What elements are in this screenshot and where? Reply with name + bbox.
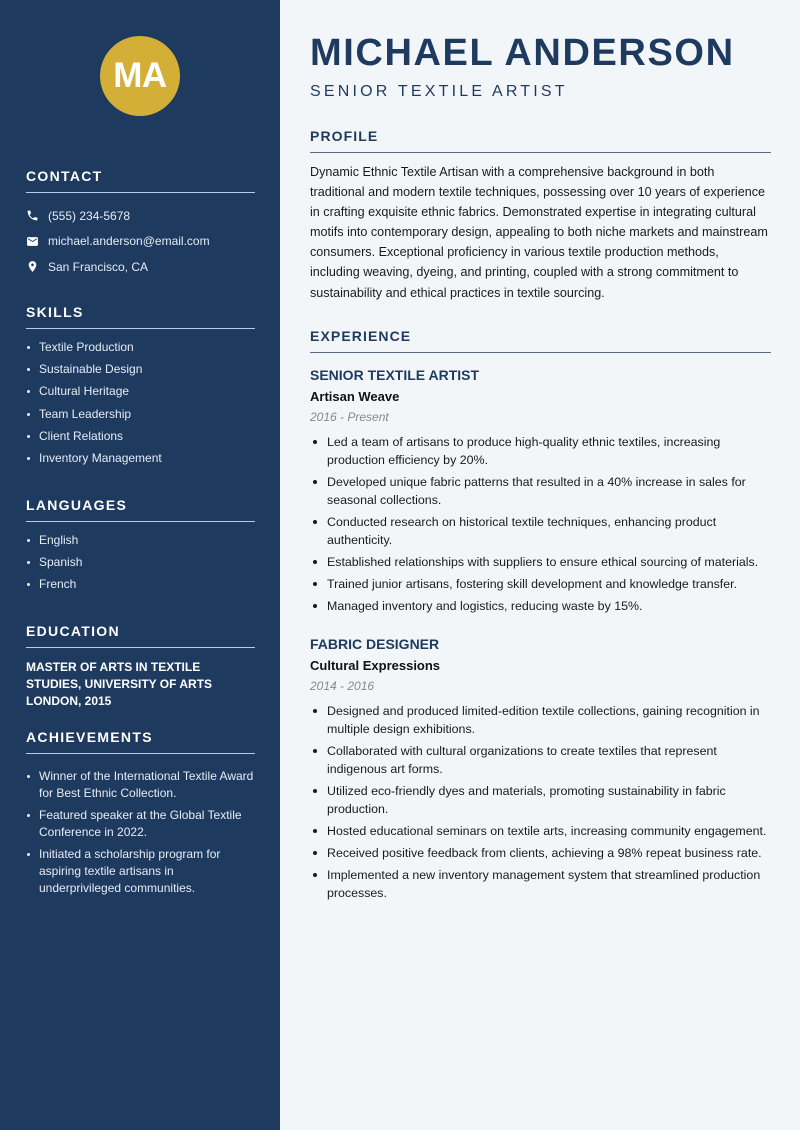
location-text: San Francisco, CA: [48, 259, 149, 274]
job-bullet: Conducted research on historical textile techniques, enhancing product authenticity.: [310, 513, 771, 549]
achievements-section: [26, 729, 255, 902]
job-bullet: Developed unique fabric patterns that resulted in a 40% increase in sales for seasonal collections.: [310, 473, 771, 509]
email-icon: [26, 235, 39, 248]
job-bullet: Designed and produced limited-edition textile collections, gaining recognition in multiple design exhibitions.: [310, 702, 771, 738]
skill-item: Inventory Management: [26, 450, 255, 467]
language-item: English: [26, 532, 255, 549]
job-dates: 2016 - Present: [310, 410, 389, 424]
avatar-initials: MA: [113, 56, 167, 95]
profile-section: [310, 128, 771, 303]
sidebar: [0, 0, 280, 1130]
experience-section: [310, 328, 771, 353]
skill-item: Client Relations: [26, 428, 255, 445]
job-entry: [310, 366, 771, 619]
job-title: SENIOR TEXTILE ARTIST: [310, 367, 480, 383]
contact-phone: [26, 203, 255, 229]
job-title: FABRIC DESIGNER: [310, 636, 440, 652]
job-bullet: Hosted educational seminars on textile arts, increasing community engagement.: [310, 822, 771, 840]
profile-heading: PROFILE: [310, 128, 771, 153]
job-bullet: Received positive feedback from clients, achieving a 98% repeat business rate.: [310, 844, 771, 862]
profile-summary: Dynamic Ethnic Textile Artisan with a comprehensive background in both traditional and modern textile techniques, possessing over 10 years of experience in crafting exquisite ethnic fabrics. Demonstrated expertise in integrating cultural motifs into contemporary design, appealing to both niche markets and mainstream consumers. Exceptional proficiency in various textile production methods, including weaving, dyeing, and printing, coupled with a strong commitment to sustainability and ethical practices in textile sourcing.: [310, 165, 768, 300]
experience-heading: EXPERIENCE: [310, 328, 771, 353]
location-pin-icon: [26, 260, 39, 273]
avatar: [100, 36, 180, 116]
skill-item: Team Leadership: [26, 406, 255, 423]
job-bullet: Established relationships with suppliers to ensure ethical sourcing of materials.: [310, 553, 771, 571]
job-bullet: Trained junior artisans, fostering skill development and knowledge transfer.: [310, 575, 771, 593]
languages-list: [26, 532, 255, 593]
phone-icon: [26, 209, 39, 222]
achievement-item: Featured speaker at the Global Textile Conference in 2022.: [26, 807, 255, 841]
skill-item: Sustainable Design: [26, 361, 255, 378]
job-company: Artisan Weave: [310, 389, 400, 404]
contact-location: [26, 254, 255, 280]
candidate-title: SENIOR TEXTILE ARTIST: [310, 83, 568, 100]
skills-list: [26, 339, 255, 467]
skill-item: Cultural Heritage: [26, 383, 255, 400]
job-bullet: Collaborated with cultural organizations to create textiles that represent indigenous art forms.: [310, 742, 771, 778]
job-bullet: Utilized eco-friendly dyes and materials, promoting sustainability in fabric production.: [310, 782, 771, 818]
education-section: [26, 623, 255, 710]
education-heading: EDUCATION: [26, 623, 255, 648]
contact-email: [26, 229, 255, 255]
education-entry: MASTER OF ARTS IN TEXTILE STUDIES, UNIVERSITY OF ARTS LONDON, 2015: [26, 660, 213, 708]
job-bullets: [310, 702, 771, 902]
job-bullet: Managed inventory and logistics, reducing waste by 15%.: [310, 597, 771, 615]
skills-section: [26, 304, 255, 472]
contact-heading: CONTACT: [26, 168, 255, 193]
languages-heading: LANGUAGES: [26, 497, 255, 522]
job-bullet: Led a team of artisans to produce high-quality ethnic textiles, increasing production efficiency by 20%.: [310, 433, 771, 469]
skill-item: Textile Production: [26, 339, 255, 356]
job-bullet: Implemented a new inventory management system that streamlined production processes.: [310, 866, 771, 902]
achievement-item: Initiated a scholarship program for aspiring textile artisans in underprivileged communities.: [26, 846, 255, 897]
job-company: Cultural Expressions: [310, 658, 441, 673]
achievements-heading: ACHIEVEMENTS: [26, 729, 255, 754]
candidate-name: MICHAEL ANDERSON: [310, 32, 735, 74]
email-address[interactable]: michael.anderson@email.com: [48, 234, 210, 249]
job-entry: [310, 635, 771, 906]
language-item: French: [26, 576, 255, 593]
languages-section: [26, 497, 255, 599]
phone-number[interactable]: (555) 234-5678: [48, 208, 131, 223]
achievement-item: Winner of the International Textile Award for Best Ethnic Collection.: [26, 768, 255, 802]
job-bullets: [310, 433, 771, 615]
achievements-list: [26, 768, 255, 897]
contact-section: [26, 168, 255, 280]
job-dates: 2014 - 2016: [310, 679, 375, 693]
language-item: Spanish: [26, 554, 255, 571]
skills-heading: SKILLS: [26, 304, 255, 329]
